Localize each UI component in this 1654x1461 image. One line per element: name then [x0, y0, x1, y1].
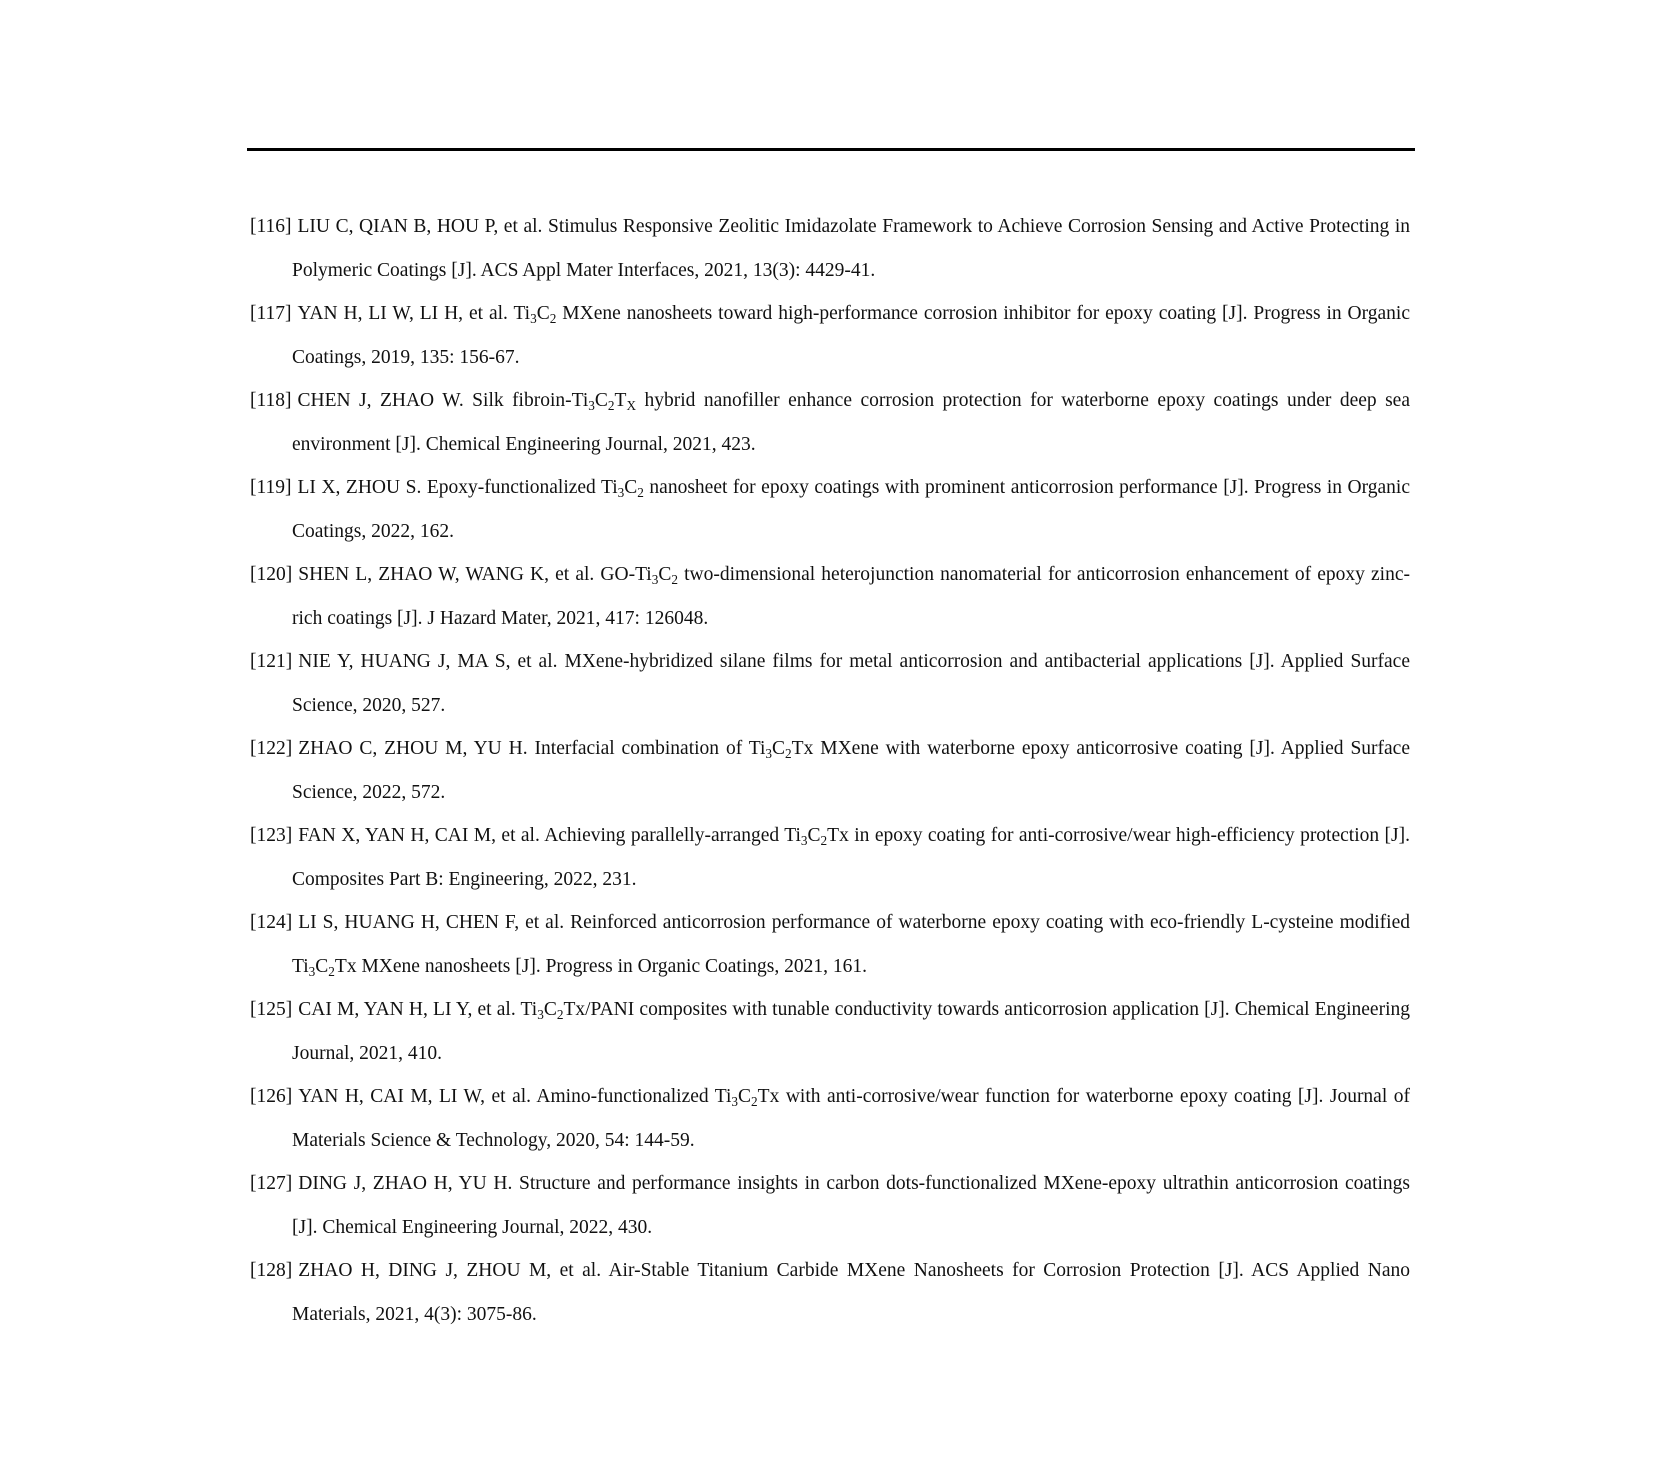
reference-item: [116] LIU C, QIAN B, HOU P, et al. Stimulus Responsive Zeolitic Imidazolate Framework to Achieve Corrosion Sensing and Active Protecting in Polymeric Coatings [J]. ACS Appl Mater Interfaces, 2021, 13(3): 4429-41.	[250, 216, 1410, 281]
reference-list	[250, 205, 1410, 1336]
reference-number: [121]	[250, 651, 293, 672]
reference-item: [124] LI S, HUANG H, CHEN F, et al. Reinforced anticorrosion performance of waterborne epoxy coating with eco-friendly L-cysteine modified $Ti_3C_2Tx$ MXene nanosheets [J]. Progress in Organic Coatings, 2021, 161.	[250, 912, 1410, 979]
reference-item: [119] LI X, ZHOU S. Epoxy-functionalized $Ti_3C_2$ nanosheet for epoxy coatings with prominent anticorrosion performance [J]. Progress in Organic Coatings, 2022, 162.	[250, 477, 1410, 542]
reference-number: [119]	[250, 477, 292, 498]
reference-item: [123] FAN X, YAN H, CAI M, et al. Achieving parallelly-arranged $Ti_3C_2Tx$ in epoxy coating for anti-corrosive/wear high-efficiency protection [J]. Composites Part B: Engineering, 2022, 231.	[250, 825, 1410, 890]
reference-item: [118] CHEN J, ZHAO W. Silk fibroin-$Ti_3C_2T_X$ hybrid nanofiller enhance corrosion protection for waterborne epoxy coatings under deep sea environment [J]. Chemical Engineering Journal, 2021, 423.	[250, 390, 1410, 455]
reference-number: [128]	[250, 1260, 293, 1281]
reference-number: [127]	[250, 1173, 293, 1194]
reference-item: [117] YAN H, LI W, LI H, et al. $Ti_3C_2$ MXene nanosheets toward high-performance corrosion inhibitor for epoxy coating [J]. Progress in Organic Coatings, 2019, 135: 156-67.	[250, 303, 1410, 368]
reference-number: [123]	[250, 825, 293, 846]
reference-item: [125] CAI M, YAN H, LI Y, et al. $Ti_3C_2Tx$/PANI composites with tunable conductivity towards anticorrosion application [J]. Chemical Engineering Journal, 2021, 410.	[250, 999, 1410, 1064]
reference-number: [124]	[250, 912, 293, 933]
header-rule	[247, 148, 1415, 151]
reference-number: [122]	[250, 738, 293, 759]
reference-number: [120]	[250, 564, 293, 585]
reference-number: [116]	[250, 216, 292, 237]
reference-item: [126] YAN H, CAI M, LI W, et al. Amino-functionalized $Ti_3C_2Tx$ with anti-corrosive/wear function for waterborne epoxy coating [J]. Journal of Materials Science & Technology, 2020, 54: 144-59.	[250, 1086, 1410, 1151]
reference-item: [120] SHEN L, ZHAO W, WANG K, et al. $GO-Ti_3C_2$ two-dimensional heterojunction nanomaterial for anticorrosion enhancement of epoxy zinc-rich coatings [J]. J Hazard Mater, 2021, 417: 126048.	[250, 564, 1410, 629]
reference-item: [121] NIE Y, HUANG J, MA S, et al. MXene-hybridized silane films for metal anticorrosion and antibacterial applications [J]. Applied Surface Science, 2020, 527.	[250, 651, 1410, 716]
reference-item: [127] DING J, ZHAO H, YU H. Structure and performance insights in carbon dots-functionalized MXene-epoxy ultrathin anticorrosion coatings [J]. Chemical Engineering Journal, 2022, 430.	[250, 1173, 1410, 1238]
reference-number: [125]	[250, 999, 293, 1020]
reference-number: [126]	[250, 1086, 293, 1107]
reference-item: [128] ZHAO H, DING J, ZHOU M, et al. Air-Stable Titanium Carbide MXene Nanosheets for Corrosion Protection [J]. ACS Applied Nano Materials, 2021, 4(3): 3075-86.	[250, 1260, 1410, 1325]
reference-number: [117]	[250, 303, 292, 324]
reference-number: [118]	[250, 390, 292, 411]
reference-item: [122] ZHAO C, ZHOU M, YU H. Interfacial combination of $Ti_3C_2Tx$ MXene with waterborne epoxy anticorrosive coating [J]. Applied Surface Science, 2022, 572.	[250, 738, 1410, 803]
